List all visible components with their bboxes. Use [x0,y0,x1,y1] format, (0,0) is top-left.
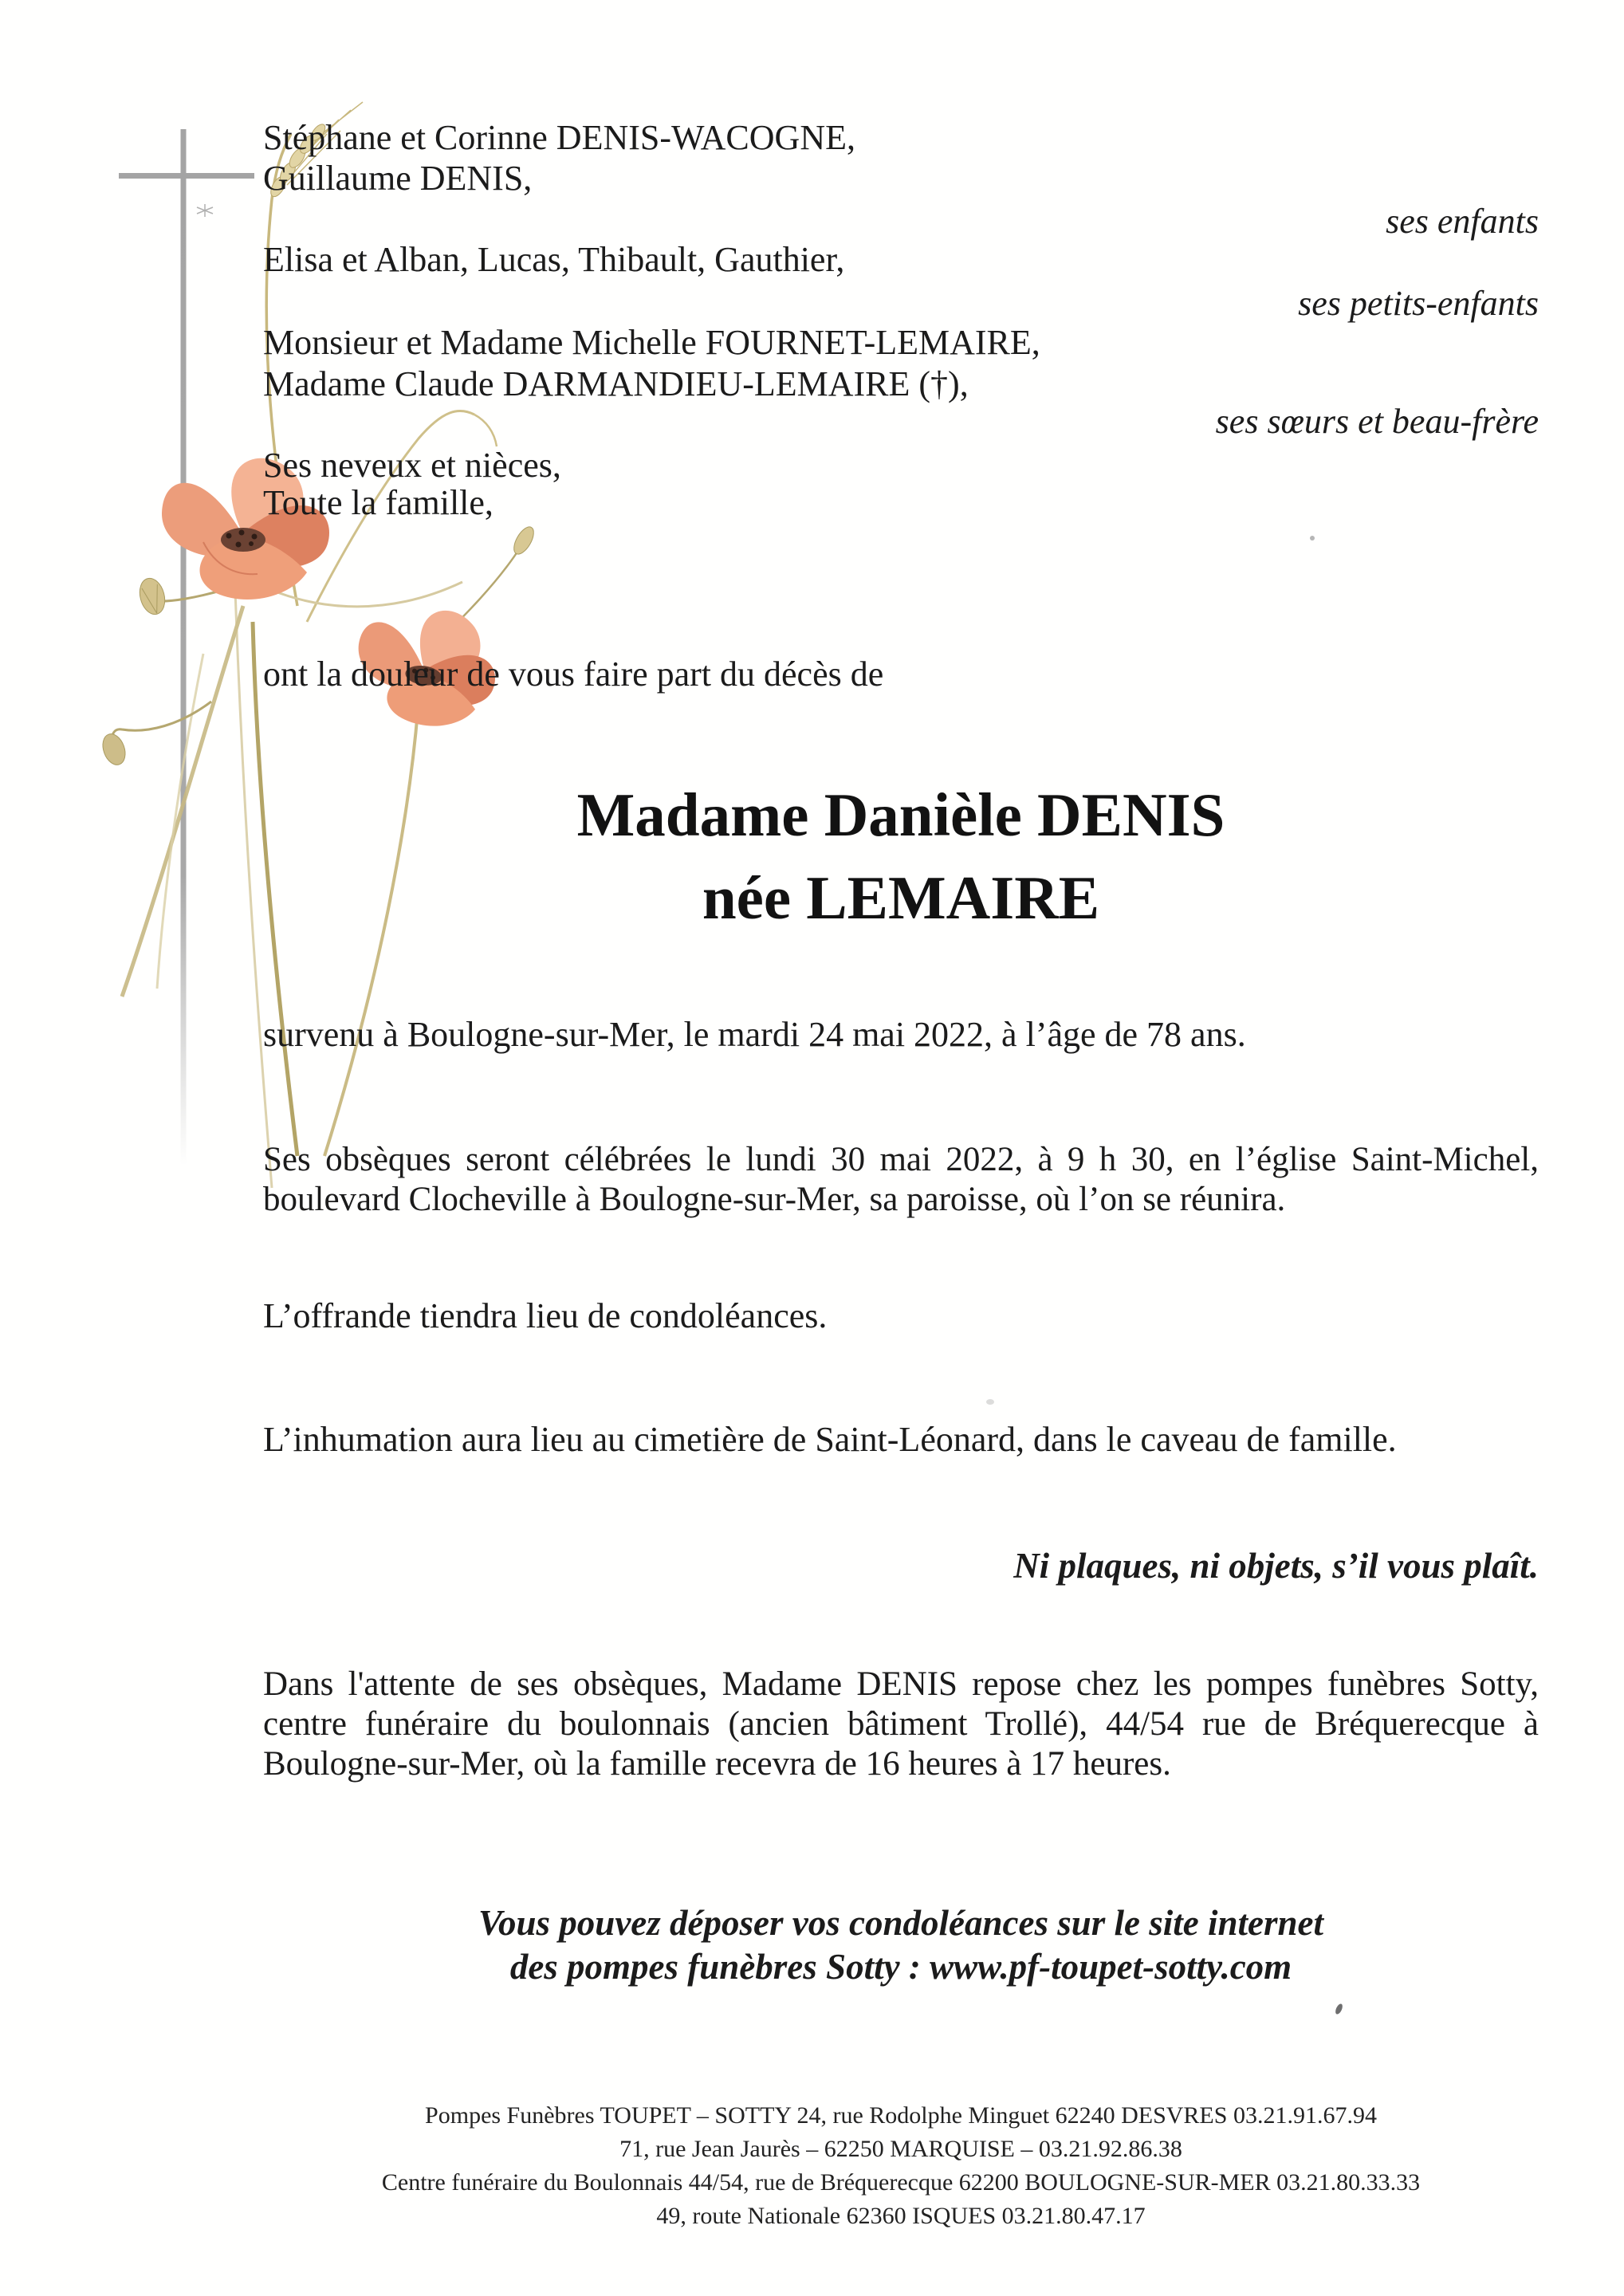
deceased-name-line1: Madame Danièle DENIS [576,780,1225,849]
offering-line: L’offrande tiendra lieu de condoléances. [263,1296,828,1335]
death-line: survenu à Boulogne-sur-Mer, le mardi 24 mai 2022, à l’âge de 78 ans. [263,1015,1246,1054]
condolences-line-2: des pompes funèbres Sotty : www.pf-toupet-sotty.com [509,1947,1292,1987]
scan-speck [986,1399,994,1405]
repose-line-2: centre funéraire du boulonnais (ancien bâtiment Trollé), 44/54 rue de Bréquerecque à [263,1705,1539,1743]
repose-line-1: Dans l'attente de ses obsèques, Madame DENIS repose chez les pompes funèbres Sotty, [263,1665,1539,1703]
footer-line: Pompes Funèbres TOUPET – SOTTY 24, rue Rodolphe Minguet 62240 DESVRES 03.21.91.67.94 [425,2102,1377,2129]
mourner-line: Guillaume DENIS, [263,159,533,198]
condolences-line-1: Vous pouvez déposer vos condoléances sur le site internet [478,1903,1323,1943]
repose-paragraph [263,1665,1539,1784]
burial-line: L’inhumation aura lieu au cimetière de Saint-Léonard, dans le caveau de famille. [263,1420,1397,1459]
mourner-line: Ses neveux et nièces, [263,446,561,485]
mourner-line: Elisa et Alban, Lucas, Thibault, Gauthier, [263,240,845,279]
mourner-line: Madame Claude DARMANDIEU-LEMAIRE (†), [263,364,969,403]
request-line: Ni plaques, ni objets, s’il vous plaît. [1013,1546,1539,1586]
deceased-name-title [263,773,1539,939]
footer-line: 49, route Nationale 62360 ISQUES 03.21.80.47.17 [656,2203,1146,2229]
condolences-note [263,1901,1539,1989]
funeral-line-2: boulevard Clocheville à Boulogne-sur-Mer, sa paroisse, où l’on se réunira. [263,1181,1286,1218]
scan-speck [1310,536,1315,541]
mourner-line: Stéphane et Corinne DENIS-WACOGNE, [263,118,855,157]
repose-line-3: Boulogne-sur-Mer, où la famille recevra de 16 heures à 17 heures. [263,1745,1171,1783]
mourner-line: Toute la famille, [263,483,493,522]
scan-speck [1334,2003,1343,2015]
funeral-home-footer [263,2099,1539,2233]
mourner-line: Monsieur et Madame Michelle FOURNET-LEMAIRE, [263,323,1040,362]
footer-line: Centre funéraire du Boulonnais 44/54, rue de Bréquerecque 62200 BOULOGNE-SUR-MER 03.21.80.33.33 [381,2169,1421,2196]
intro-line: ont la douleur de vous faire part du décès de [263,655,884,694]
relation-label: ses enfants [1386,202,1539,241]
insect-icon [197,204,213,217]
deceased-name-line2: née LEMAIRE [702,863,1100,932]
relation-label: ses sœurs et beau-frère [1215,402,1539,441]
memorial-cross-icon [119,129,254,1166]
footer-line: 71, rue Jean Jaurès – 62250 MARQUISE – 03.21.92.86.38 [619,2136,1182,2162]
funeral-paragraph [263,1140,1539,1220]
funeral-line-1: Ses obsèques seront célébrées le lundi 30 mai 2022, à 9 h 30, en l’église Saint-Michel, [263,1141,1539,1178]
relation-label: ses petits-enfants [1298,284,1539,323]
